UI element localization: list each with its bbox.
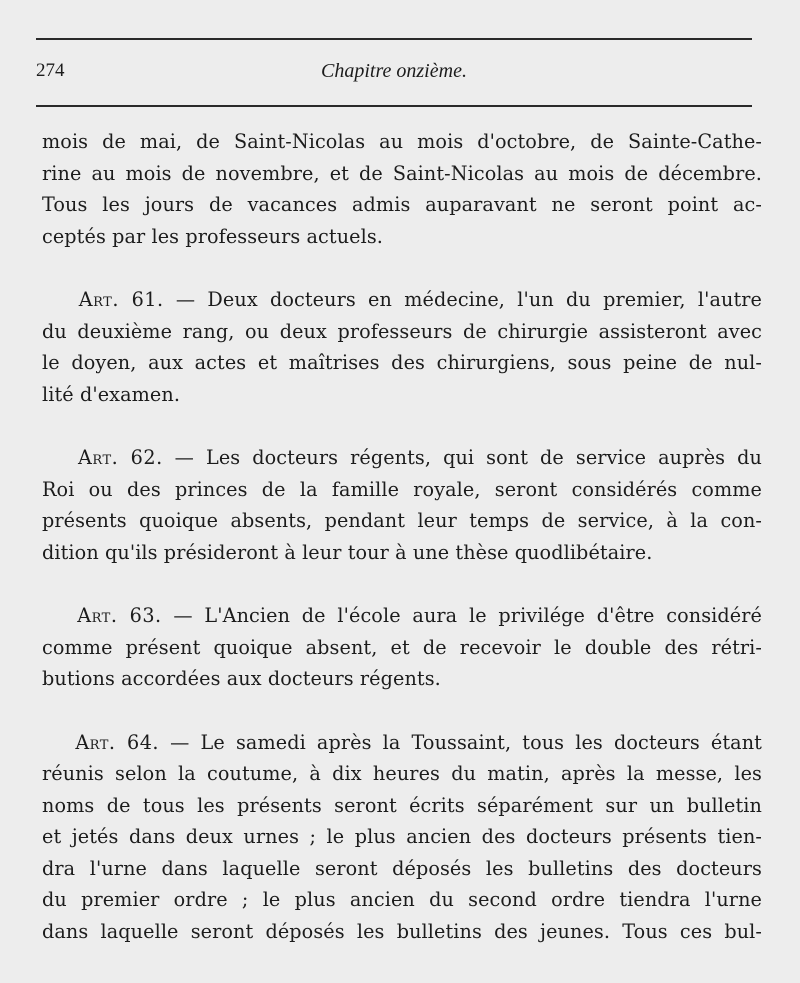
text-line: mois de mai, de Saint-Nicolas au mois d'octobre, de Sainte-Cathe- (42, 130, 762, 153)
text-line: Roi ou des princes de la famille royale, seront considérés comme (42, 477, 762, 501)
text-line: du premier ordre ; le plus ancien du second ordre tiendra l'urne (42, 888, 762, 911)
text-line (42, 442, 762, 474)
text-line: présents quoique absents, pendant leur temps de service, à la con- (42, 509, 762, 532)
article-first-line: — Les docteurs régents, qui sont de service auprès du (162, 446, 762, 469)
text-line: butions accordées aux docteurs régents. (42, 667, 441, 690)
article-62 (42, 442, 762, 568)
text-line: rine au mois de novembre, et de Saint-Nicolas au mois de décembre. (42, 161, 762, 185)
body-text (42, 126, 762, 947)
text-line: ceptés par les professeurs actuels. (42, 224, 384, 248)
text-line (42, 600, 762, 632)
header-bottom-rule (36, 105, 752, 107)
text-line: du deuxième rang, ou deux professeurs de chirurgie assisteront avec (42, 319, 762, 343)
header-top-rule (36, 38, 752, 40)
running-header (36, 56, 752, 90)
article-number: Art. 63. (77, 604, 162, 627)
page-number: 274 (36, 60, 65, 81)
article-number: Art. 62. (78, 446, 163, 469)
text-line: lité d'examen. (42, 382, 181, 406)
text-line: comme présent quoique absent, et de recevoir le double des rétri- (42, 635, 762, 659)
article-first-line: — L'Ancien de l'école aura le privilége d'être considéré (161, 604, 762, 627)
text-line (42, 284, 762, 316)
article-61 (42, 284, 762, 410)
text-line (42, 727, 762, 759)
text-line: et jetés dans deux urnes ; le plus ancien des docteurs présents tien- (42, 825, 762, 848)
text-line: Tous les jours de vacances admis auparavant ne seront point ac- (42, 193, 762, 216)
text-line: dra l'urne dans laquelle seront déposés les bulletins des docteurs (42, 856, 762, 880)
article-first-line: — Deux docteurs en médecine, l'un du premier, l'autre (163, 288, 762, 311)
article-first-line: — Le samedi après la Toussaint, tous les docteurs étant (159, 730, 762, 754)
article-number: Art. 64. (75, 730, 160, 754)
article-number: Art. 61. (78, 288, 164, 311)
text-line: dans laquelle seront déposés les bulletins des jeunes. Tous ces bul- (42, 919, 762, 943)
paragraph-continuation (42, 126, 762, 252)
text-line: réunis selon la coutume, à dix heures du matin, après la messe, les (42, 762, 762, 785)
article-64 (42, 727, 762, 948)
running-title: Chapitre onzième. (321, 60, 467, 82)
text-line: le doyen, aux actes et maîtrises des chirurgiens, sous peine de nul- (42, 351, 762, 374)
article-63 (42, 600, 762, 695)
text-line: noms de tous les présents seront écrits séparément sur un bulletin (42, 793, 762, 817)
text-line: dition qu'ils présideront à leur tour à une thèse quodlibétaire. (42, 540, 653, 564)
